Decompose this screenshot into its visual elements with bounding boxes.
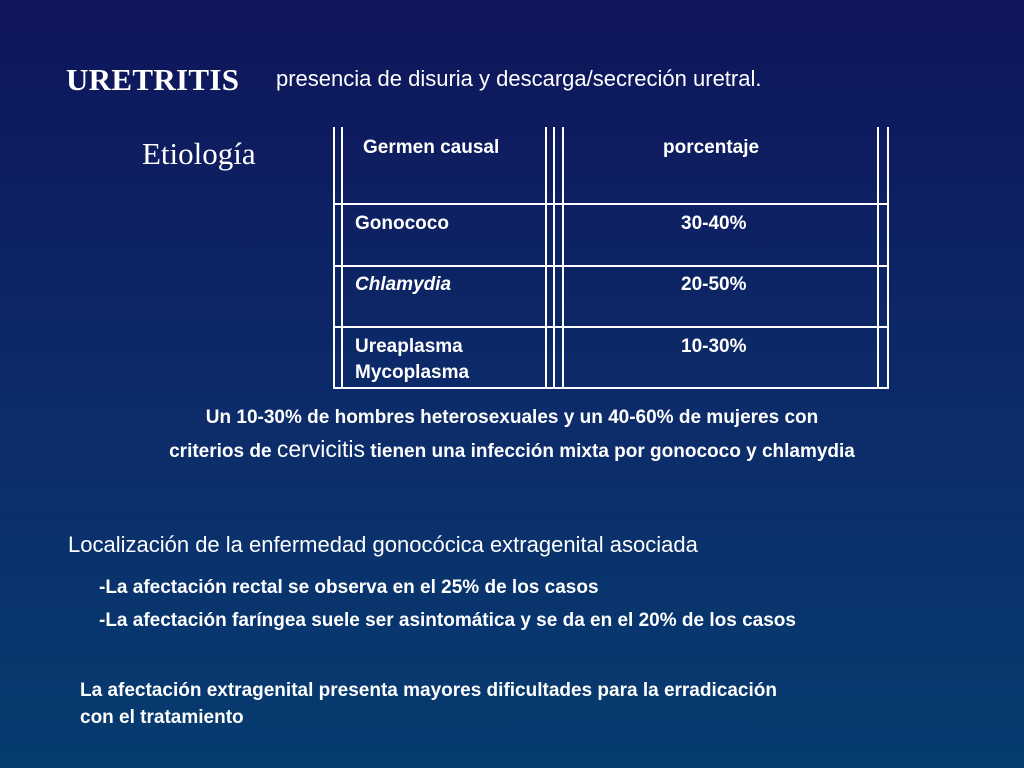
table-cell-germen: Ureaplasma [355, 336, 463, 357]
mixed-infection-note-line1: Un 10-30% de hombres heterosexuales y un 40-60% de mujeres con [205, 407, 819, 428]
slide-title: URETRITIS [66, 62, 240, 97]
table-rule-horizontal [333, 326, 889, 328]
etiology-table [333, 127, 889, 389]
table-rule-vertical [333, 127, 335, 389]
table-rule-vertical [341, 127, 343, 389]
table-cell-porcentaje: 20-50% [681, 274, 747, 295]
table-cell-porcentaje: 10-30% [681, 336, 747, 357]
note-text: tienen una infección mixta por gonococo y chlamydia [365, 441, 855, 462]
conclusion-line2: con el tratamiento [80, 707, 244, 728]
section-label-etiologia: Etiología [142, 136, 256, 171]
table-rule-vertical [877, 127, 879, 389]
table-header-porcentaje: porcentaje [663, 137, 760, 158]
table-cell-porcentaje: 30-40% [681, 213, 747, 234]
table-cell-germen: Gonococo [355, 213, 449, 234]
table-rule-vertical [887, 127, 889, 389]
table-rule-vertical [553, 127, 555, 389]
extragenital-heading: Localización de la enfermedad gonocócica extragenital asociada [68, 532, 698, 557]
extragenital-item: -La afectación faríngea suele ser asintomática y se da en el 20% de los casos [99, 610, 796, 631]
conclusion-text [80, 677, 777, 731]
highlight-cervicitis: cervicitis [276, 436, 365, 462]
slide-subtitle: presencia de disuria y descarga/secreción uretral. [276, 66, 762, 91]
table-rule-horizontal [333, 265, 889, 267]
table-header-germen: Germen causal [363, 137, 500, 158]
mixed-infection-note-line2 [60, 436, 964, 463]
note-text: criterios de [169, 441, 277, 462]
table-rule-horizontal [333, 387, 889, 389]
extragenital-item: -La afectación rectal se observa en el 25% de los casos [99, 577, 599, 598]
table-rule-horizontal [333, 203, 889, 205]
table-rule-vertical [562, 127, 564, 389]
conclusion-line1: La afectación extragenital presenta mayores dificultades para la erradicación [80, 680, 777, 701]
table-cell-germen: Mycoplasma [355, 362, 470, 383]
table-cell-germen: Chlamydia [355, 274, 452, 295]
table-rule-vertical [545, 127, 547, 389]
